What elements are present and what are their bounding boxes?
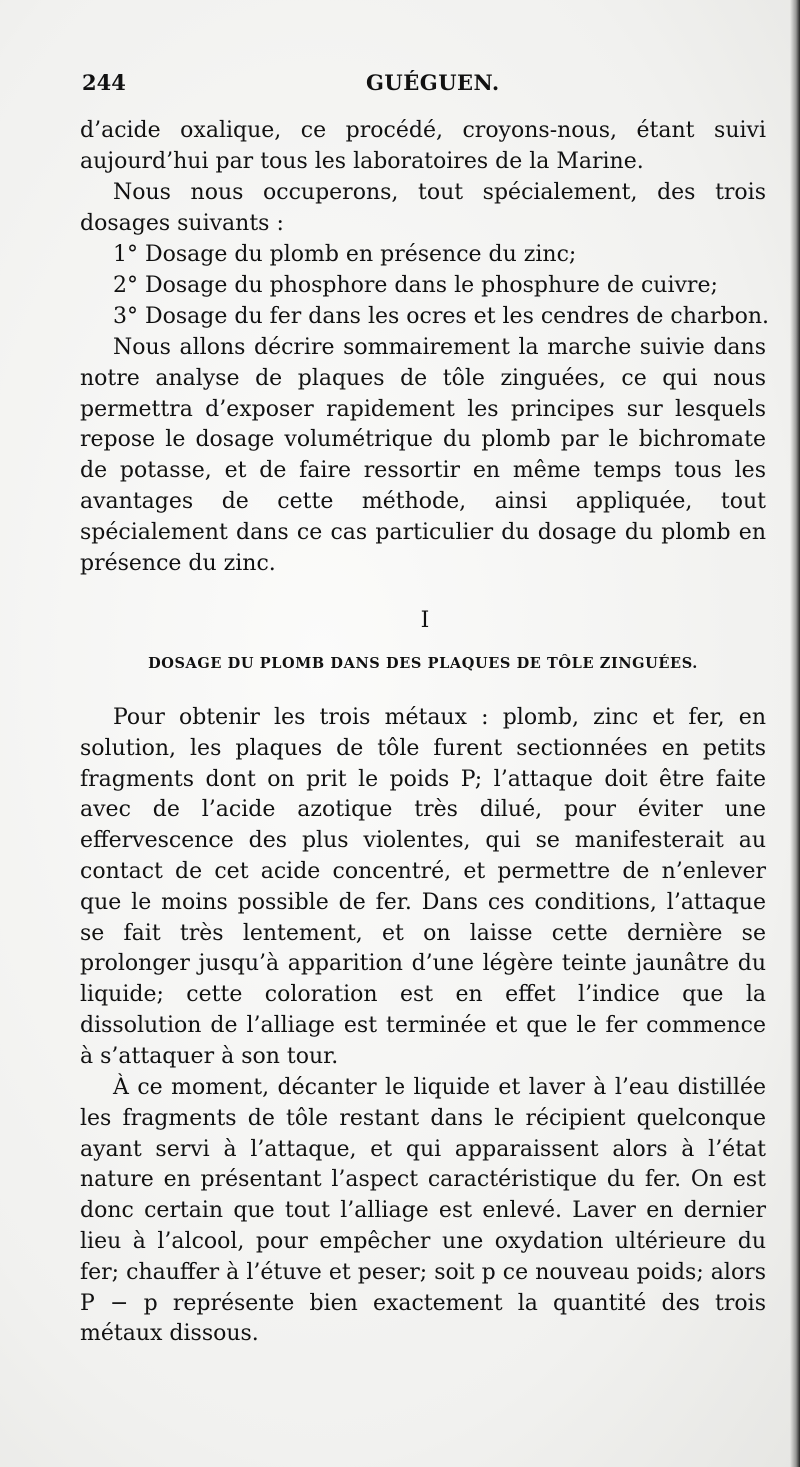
page-number: 244	[82, 70, 126, 95]
list-item-dosage-1: 1° Dosage du plomb en présence du zinc;	[113, 242, 577, 267]
paragraph-dosages-intro: Nous nous occuperons, tout spécialement, des trois dosages suivants :	[80, 180, 766, 236]
page-edge-shadow	[790, 0, 800, 1467]
list-item-dosage-2: 2° Dosage du phosphore dans le phosphure de cuivre;	[113, 273, 718, 298]
running-head: GUÉGUEN.	[366, 70, 500, 95]
paragraph-intro-continuation: d’acide oxalique, ce procédé, croyons-nous, étant suivi aujourd’hui par tous les laboratoires de la Marine.	[80, 118, 766, 174]
paragraph-method-description: Nous allons décrire sommairement la marche suivie dans notre analyse de plaques de tôle zinguées, ce qui nous permettra d’exposer rapidement les principes sur lesquels repose le dosage volumétrique du plomb par le bichromate de potasse, et de faire ressortir en même temps tous les avantages de cette méthode, ainsi appliquée, tout spécialement dans ce cas particulier du dosage du plomb en présence du zinc.	[80, 335, 766, 576]
section-title: DOSAGE DU PLOMB DANS DES PLAQUES DE TÔLE ZINGUÉES.	[148, 655, 698, 672]
list-item-dosage-3: 3° Dosage du fer dans les ocres et les cendres de charbon.	[113, 304, 769, 329]
paragraph-attack-procedure: Pour obtenir les trois métaux : plomb, zinc et fer, en solution, les plaques de tôle furent sectionnées en petits fragments dont on prit le poids P; l’attaque doit être faite avec de l’acide azotique très dilué, pour éviter une effervescence des plus violentes, qui se manifesterait au contact de cet acide concentré, et permettre de n’enlever que le moins possible de fer. Dans ces conditions, l’attaque se fait très lentement, et on laisse cette dernière se prolonger jusqu’à apparition d’une légère teinte jaunâtre du liquide; cette coloration est en effet l’indice que la dissolution de l’alliage est terminée et que le fer commence à s’attaquer à son tour.	[80, 705, 766, 1069]
page-header	[82, 70, 742, 104]
section-number: I	[420, 608, 430, 633]
paragraph-decantation: À ce moment, décanter le liquide et laver à l’eau distillée les fragments de tôle restant dans le récipient quelconque ayant servi à l’attaque, et qui apparaissent alors à l’état nature en présentant l’aspect caractéristique du fer. On est donc certain que tout l’alliage est enlevé. Laver en dernier lieu à l’alcool, pour empêcher une oxydation ultérieure du fer; chauffer à l’étuve et peser; soit p ce nouveau poids; alors P − p représente bien exactement la quantité des trois métaux dissous.	[80, 1075, 766, 1347]
